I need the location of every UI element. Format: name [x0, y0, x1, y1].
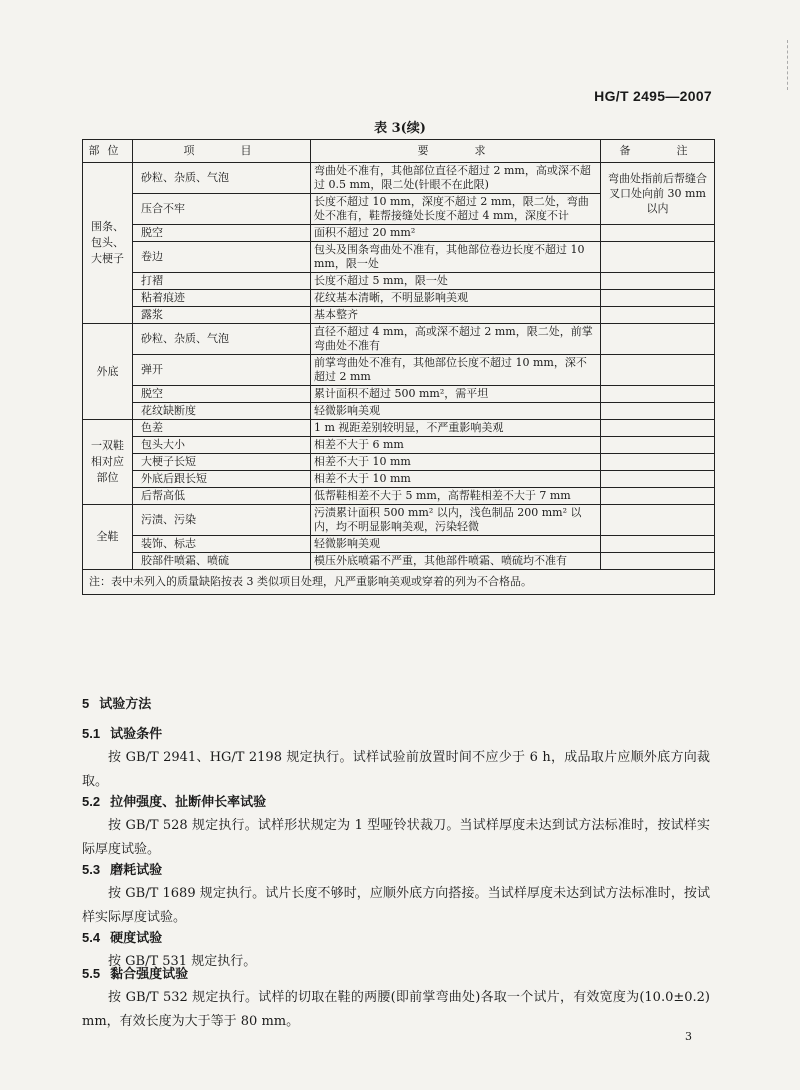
- item-cell: 露浆: [133, 307, 311, 324]
- requirement-cell: 长度不超过 5 mm，限一处: [311, 273, 601, 290]
- table-row: [83, 437, 715, 454]
- table-row: [83, 420, 715, 437]
- section-heading-5-1: [82, 723, 162, 742]
- item-cell: 装饰、标志: [133, 536, 311, 553]
- requirement-cell: 轻微影响美观: [311, 536, 601, 553]
- note-cell-empty: [601, 290, 715, 307]
- item-cell: 胶部件喷霜、喷硫: [133, 553, 311, 570]
- requirement-cell: 相差不大于 6 mm: [311, 437, 601, 454]
- item-cell: 弹开: [133, 355, 311, 386]
- table-row: [83, 355, 715, 386]
- requirement-cell: 低帮鞋相差不大于 5 mm，高帮鞋相差不大于 7 mm: [311, 488, 601, 505]
- table-row: [83, 403, 715, 420]
- table-row: [83, 536, 715, 553]
- note-cell-empty: [601, 454, 715, 471]
- item-cell: 脱空: [133, 386, 311, 403]
- note-cell-empty: [601, 437, 715, 454]
- note-cell: 弯曲处指前后帮缝合叉口处向前 30 mm 以内: [601, 163, 715, 225]
- table-row: [83, 386, 715, 403]
- item-cell: 花纹缺断度: [133, 403, 311, 420]
- section-title: 硬度试验: [110, 931, 163, 946]
- requirement-cell: 相差不大于 10 mm: [311, 454, 601, 471]
- table-header-row: [83, 140, 715, 163]
- table-row: [83, 290, 715, 307]
- section-heading-5-2: [82, 791, 266, 810]
- table-row: [83, 242, 715, 273]
- item-cell: 脱空: [133, 225, 311, 242]
- requirement-cell: 累计面积不超过 500 mm²，需平坦: [311, 386, 601, 403]
- table-footnote-row: [83, 570, 715, 595]
- item-cell: 大梗子长短: [133, 454, 311, 471]
- note-cell-empty: [601, 386, 715, 403]
- section-title: 试验方法: [99, 697, 152, 712]
- section-number: 5.2: [82, 794, 101, 809]
- part-cell: 围条、包头、大梗子: [83, 163, 133, 324]
- item-cell: 污渍、污染: [133, 505, 311, 536]
- note-cell-empty: [601, 505, 715, 536]
- requirement-cell: 花纹基本清晰，不明显影响美观: [311, 290, 601, 307]
- requirement-cell: 前掌弯曲处不准有，其他部位长度不超过 10 mm，深不超过 2 mm: [311, 355, 601, 386]
- note-cell-empty: [601, 307, 715, 324]
- note-cell-empty: [601, 273, 715, 290]
- scan-edge-marks: [787, 40, 790, 90]
- table-row: [83, 225, 715, 242]
- header-item: 项 目: [133, 140, 311, 163]
- requirement-cell: 直径不超过 4 mm，高或深不超过 2 mm，限二处，前掌弯曲处不准有: [311, 324, 601, 355]
- note-cell-empty: [601, 355, 715, 386]
- item-cell: 色差: [133, 420, 311, 437]
- section-title: 试验条件: [110, 727, 163, 742]
- requirement-cell: 长度不超过 10 mm，深度不超过 2 mm，限二处，弯曲处不准有，鞋帮接缝处长度不超过 4 mm，深度不计: [311, 194, 601, 225]
- table-footnote: 注：表中未列入的质量缺陷按表 3 类似项目处理，凡严重影响美观或穿着的列为不合格品。: [83, 570, 715, 595]
- section-title: 磨耗试验: [110, 863, 163, 878]
- header-part: 部位: [83, 140, 133, 163]
- section-text: 按 GB/T 2941、HG/T 2198 规定执行。试样试验前放置时间不应少于 6 h，成品取片应顺外底方向裁取。: [82, 750, 710, 789]
- item-cell: 打褶: [133, 273, 311, 290]
- section-text: 按 GB/T 531 规定执行。: [108, 954, 257, 969]
- header-note: 备 注: [601, 140, 715, 163]
- section-heading-5-3: [82, 859, 162, 878]
- table-row: [83, 553, 715, 570]
- note-cell-empty: [601, 553, 715, 570]
- requirement-cell: 模压外底喷霜不严重，其他部件喷霜、喷硫均不准有: [311, 553, 601, 570]
- item-cell: 卷边: [133, 242, 311, 273]
- standard-number: HG/T 2495—2007: [594, 88, 712, 104]
- requirement-cell: 包头及围条弯曲处不准有，其他部位卷边长度不超过 10 mm，限一处: [311, 242, 601, 273]
- table-row: [83, 471, 715, 488]
- item-cell: 粘着痕迹: [133, 290, 311, 307]
- note-cell-empty: [601, 420, 715, 437]
- table-row: [83, 307, 715, 324]
- note-cell-empty: [601, 488, 715, 505]
- table-row: [83, 324, 715, 355]
- section-number: 5.3: [82, 862, 101, 877]
- item-cell: 后帮高低: [133, 488, 311, 505]
- section-text: 按 GB/T 532 规定执行。试样的切取在鞋的两腰(即前掌弯曲处)各取一个试片，有效宽度为(10.0±0.2) mm，有效长度为大于等于 80 mm。: [82, 990, 710, 1029]
- section-heading-5: [82, 693, 151, 712]
- part-cell: 外底: [83, 324, 133, 420]
- requirement-cell: 面积不超过 20 mm²: [311, 225, 601, 242]
- section-title: 拉伸强度、扯断伸长率试验: [110, 795, 267, 810]
- part-cell: 一双鞋相对应部位: [83, 420, 133, 505]
- note-cell-empty: [601, 324, 715, 355]
- requirement-cell: 弯曲处不准有，其他部位直径不超过 2 mm，高或深不超过 0.5 mm，限二处(针眼不在此限): [311, 163, 601, 194]
- table-row: [83, 505, 715, 536]
- section-number: 5.4: [82, 930, 101, 945]
- item-cell: 外底后跟长短: [133, 471, 311, 488]
- item-cell: 砂粒、杂质、气泡: [133, 324, 311, 355]
- defect-table: [82, 139, 714, 595]
- section-number: 5: [82, 696, 90, 711]
- table-row: [83, 163, 715, 194]
- note-cell-empty: [601, 403, 715, 420]
- section-number: 5.5: [82, 966, 101, 981]
- table-title: 表 3(续): [374, 121, 426, 136]
- requirement-cell: 污渍累计面积 500 mm² 以内，浅色制品 200 mm² 以内，均不明显影响美观，污染轻微: [311, 505, 601, 536]
- item-cell: 压合不牢: [133, 194, 311, 225]
- table-row: [83, 273, 715, 290]
- table-row: [83, 454, 715, 471]
- requirement-cell: 相差不大于 10 mm: [311, 471, 601, 488]
- header-requirement: 要 求: [311, 140, 601, 163]
- requirement-cell: 轻微影响美观: [311, 403, 601, 420]
- section-heading-5-4: [82, 927, 162, 946]
- note-cell-empty: [601, 225, 715, 242]
- part-cell: 全鞋: [83, 505, 133, 570]
- requirement-cell: 1 m 视距差别较明显，不严重影响美观: [311, 420, 601, 437]
- note-cell-empty: [601, 471, 715, 488]
- item-cell: 砂粒、杂质、气泡: [133, 163, 311, 194]
- item-cell: 包头大小: [133, 437, 311, 454]
- section-title: 黏合强度试验: [110, 967, 189, 982]
- page-number: 3: [685, 1030, 692, 1043]
- section-number: 5.1: [82, 726, 101, 741]
- table-row: [83, 488, 715, 505]
- section-heading-5-5: [82, 963, 188, 982]
- note-cell-empty: [601, 536, 715, 553]
- section-text: 按 GB/T 528 规定执行。试样形状规定为 1 型哑铃状裁刀。当试样厚度未达到试方法标准时，按试样实际厚度试验。: [82, 818, 710, 857]
- note-cell-empty: [601, 242, 715, 273]
- section-text: 按 GB/T 1689 规定执行。试片长度不够时，应顺外底方向搭接。当试样厚度未达到试方法标准时，按试样实际厚度试验。: [82, 886, 710, 925]
- requirement-cell: 基本整齐: [311, 307, 601, 324]
